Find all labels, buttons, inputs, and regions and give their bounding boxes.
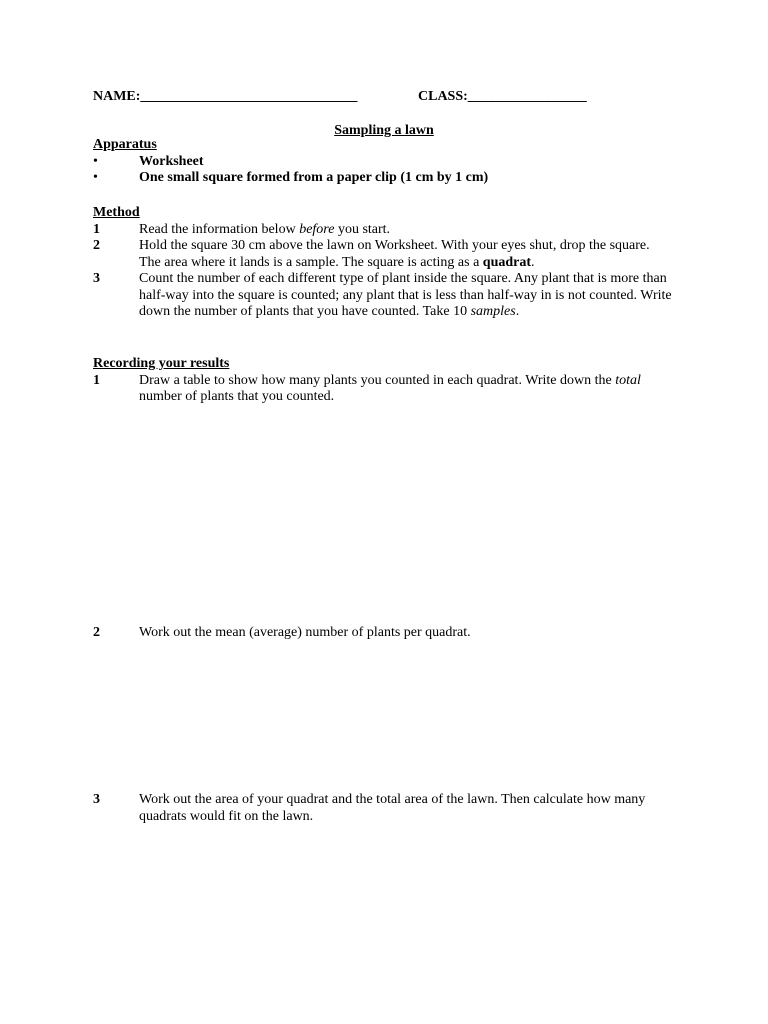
class-field: CLASS:_________________ — [418, 89, 587, 104]
results-section — [93, 356, 673, 406]
question-text: Work out the mean (average) number of plants per quadrat. — [139, 625, 471, 640]
step-text: Hold the square 30 cm above the lawn on Worksheet. With your eyes shut, drop the square. The area where it lands is a sample. The square is acting as a quadrat. — [139, 238, 650, 270]
question-text: Draw a table to show how many plants you counted in each quadrat. Write down the total number of plants that you counted. — [139, 372, 641, 404]
name-field: NAME:_______________________________ — [93, 89, 358, 104]
apparatus-item-text: Worksheet — [139, 153, 204, 169]
step-number: 2 — [93, 238, 100, 253]
step-text: Count the number of each different type of plant inside the square. Any plant that is more than half-way into the square is counted; any plant that is less than half-way in is not counted. Write down the number of plants that you have counted. Take 10 samples. — [139, 271, 672, 319]
question-number: 2 — [93, 625, 100, 640]
apparatus-item-text: One small square formed from a paper clip (1 cm by 1 cm) — [139, 170, 489, 185]
apparatus-section — [93, 137, 673, 187]
bullet-marker: • — [93, 153, 98, 169]
step-number: 1 — [93, 221, 100, 237]
page-title: Sampling a lawn — [334, 123, 434, 138]
method-section — [93, 205, 673, 321]
method-step — [93, 238, 673, 271]
method-step — [93, 271, 673, 321]
method-step — [93, 222, 673, 239]
apparatus-item — [93, 170, 673, 187]
results-question-3 — [93, 792, 673, 825]
question-number: 1 — [93, 372, 100, 388]
bullet-marker: • — [93, 170, 98, 185]
step-number: 3 — [93, 271, 100, 286]
step-text: Read the information below before you start. — [139, 221, 391, 237]
question-number: 3 — [93, 792, 100, 807]
apparatus-heading: Apparatus — [93, 137, 157, 152]
results-question — [93, 373, 673, 406]
question-text: Work out the area of your quadrat and the total area of the lawn. Then calculate how many quadrats would fit on the lawn. — [139, 792, 646, 824]
apparatus-item — [93, 154, 673, 171]
method-heading: Method — [93, 205, 140, 220]
results-heading: Recording your results — [93, 356, 230, 371]
results-question-2 — [93, 625, 673, 642]
